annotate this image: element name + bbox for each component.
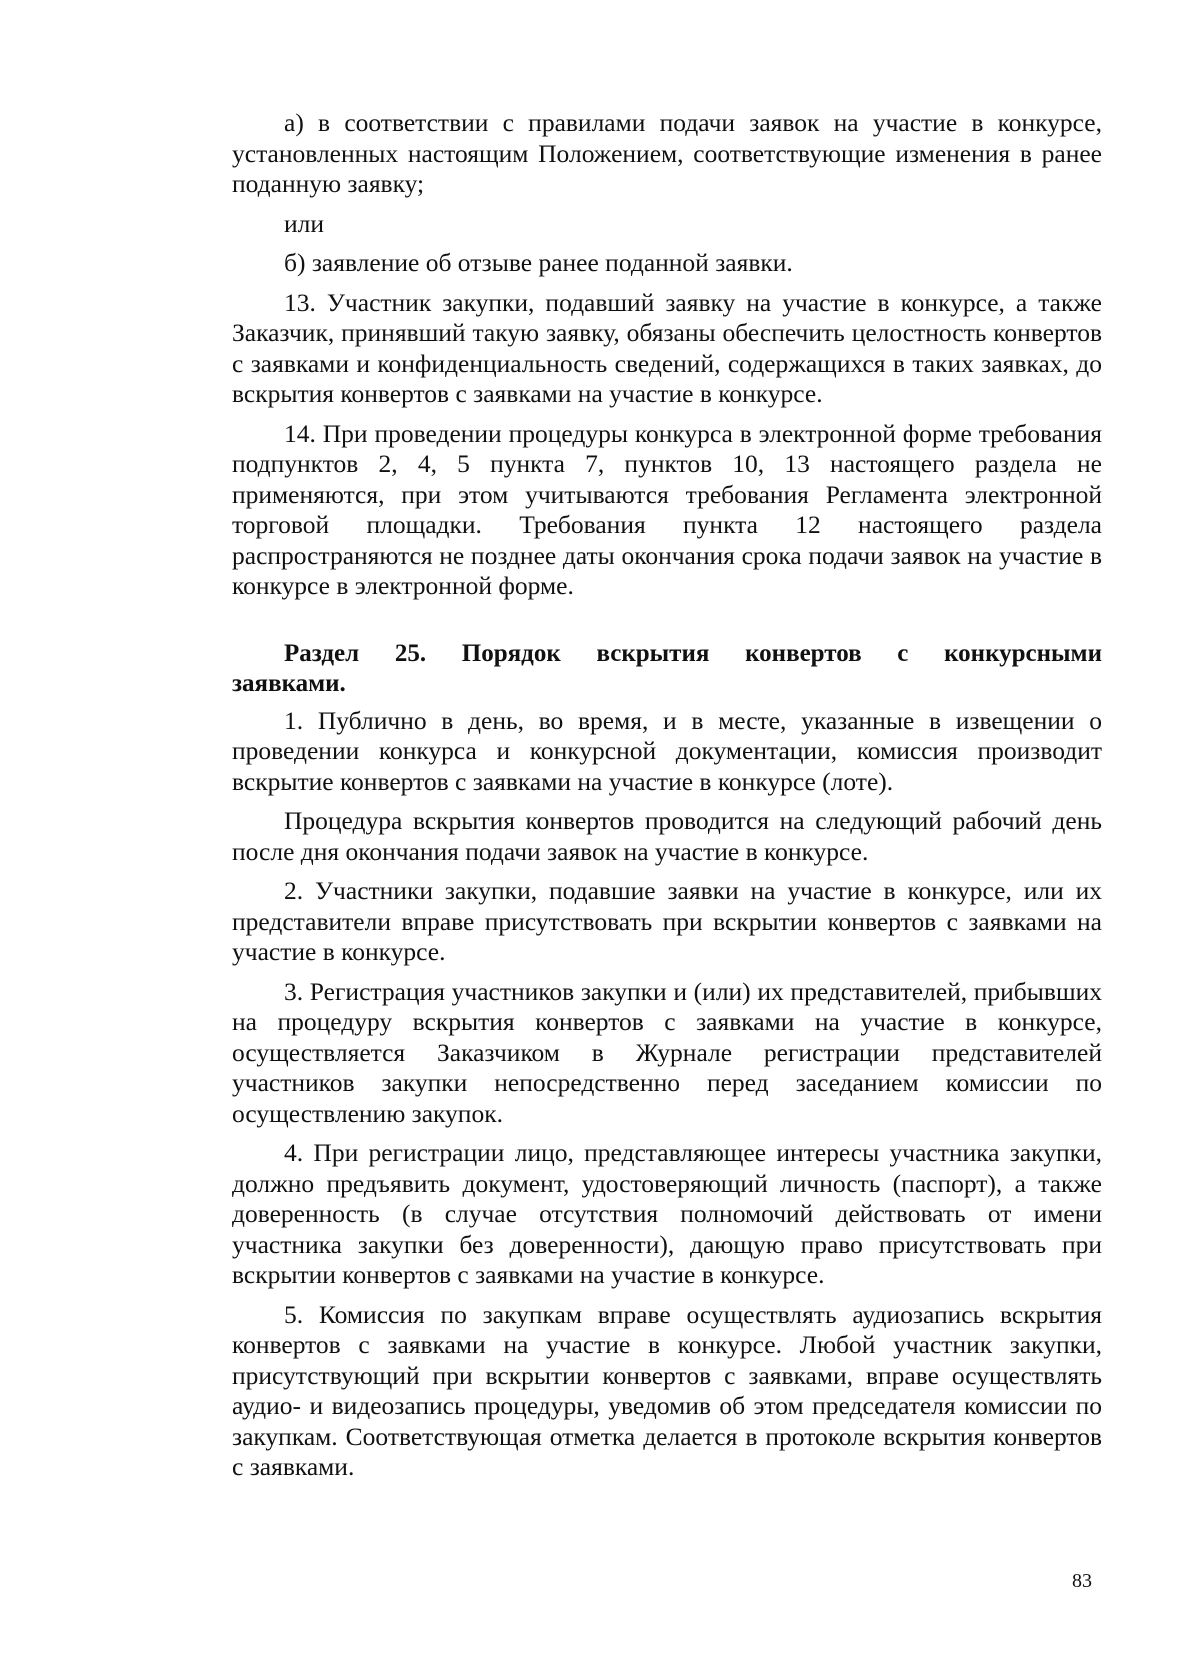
section-gap xyxy=(232,611,1102,639)
paragraph-1: 1. Публично в день, во время, и в месте, указанные в извещении о проведении конкурса и конкурсной документации, комиссия производит вскрытие конвертов с заявками на участие в конкурсе (лоте). xyxy=(232,705,1102,796)
page-body xyxy=(232,108,1102,1492)
paragraph-14: 14. При проведении процедуры конкурса в электронной форме требования подпунктов 2, 4, 5 пункта 7, пунктов 10, 13 настоящего раздела не применяются, при этом учитываются требования Регламента электронной торговой площадки. Требования пункта 12 настоящего раздела распространяются не позднее даты окончания срока подачи заявок на участие в конкурсе в электронной форме. xyxy=(232,418,1102,600)
paragraph-a: а) в соответствии с правилами подачи заявок на участие в конкурсе, установленных настоящим Положением, соответствующие изменения в ранее поданную заявку; xyxy=(232,108,1102,198)
page-number: 83 xyxy=(1072,1570,1092,1592)
paragraph-b: б) заявление об отзыве ранее поданной заявки. xyxy=(284,248,793,277)
paragraph-2: 2. Участники закупки, подавшие заявки на участие в конкурсе, или их представители вправе присутствовать при вскрытии конвертов с заявками на участие в конкурсе. xyxy=(232,876,1102,966)
paragraph-4: 4. При регистрации лицо, представляющее интересы участника закупки, должно предъявить документ, удостоверяющий личность (паспорт), а также доверенность (в случае отсутствия полномочий действовать от имени участника закупки без доверенности), дающую право присутствовать при вскрытии конвертов с заявками на участие в конкурсе. xyxy=(232,1138,1102,1289)
paragraph-5: 5. Комиссия по закупкам вправе осуществлять аудиозапись вскрытия конвертов с заявками на участие в конкурсе. Любой участник закупки, присутствующий при вскрытии конвертов с заявками, вправе осуществлять аудио- и видеозапись процедуры, уведомив об этом председателя комиссии по закупкам. Соответствующая отметка делается в протоколе вскрытия конвертов с заявками. xyxy=(232,1299,1102,1481)
paragraph-3: 3. Регистрация участников закупки и (или) их представителей, прибывших на процедуру вскрытия конвертов с заявками на участие в конкурсе, осуществляется Заказчиком в Журнале регистрации представителей участников закупки непосредственно перед заседанием комиссии по осуществлению закупок. xyxy=(232,976,1102,1128)
paragraph-13: 13. Участник закупки, подавший заявку на участие в конкурсе, а также Заказчик, принявший такую заявку, обязаны обеспечить целостность конвертов с заявками и конфиденциальность сведений, содержащихся в таких заявках, до вскрытия конвертов с заявками на участие в конкурсе. xyxy=(232,287,1102,408)
paragraph-or: или xyxy=(284,208,325,238)
paragraph-procedure: Процедура вскрытия конвертов проводится на следующий рабочий день после дня окончания подачи заявок на участие в конкурсе. xyxy=(232,806,1102,866)
section-heading: Раздел 25. Порядок вскрытия конвертов с конкурсными заявками. xyxy=(232,639,1102,697)
